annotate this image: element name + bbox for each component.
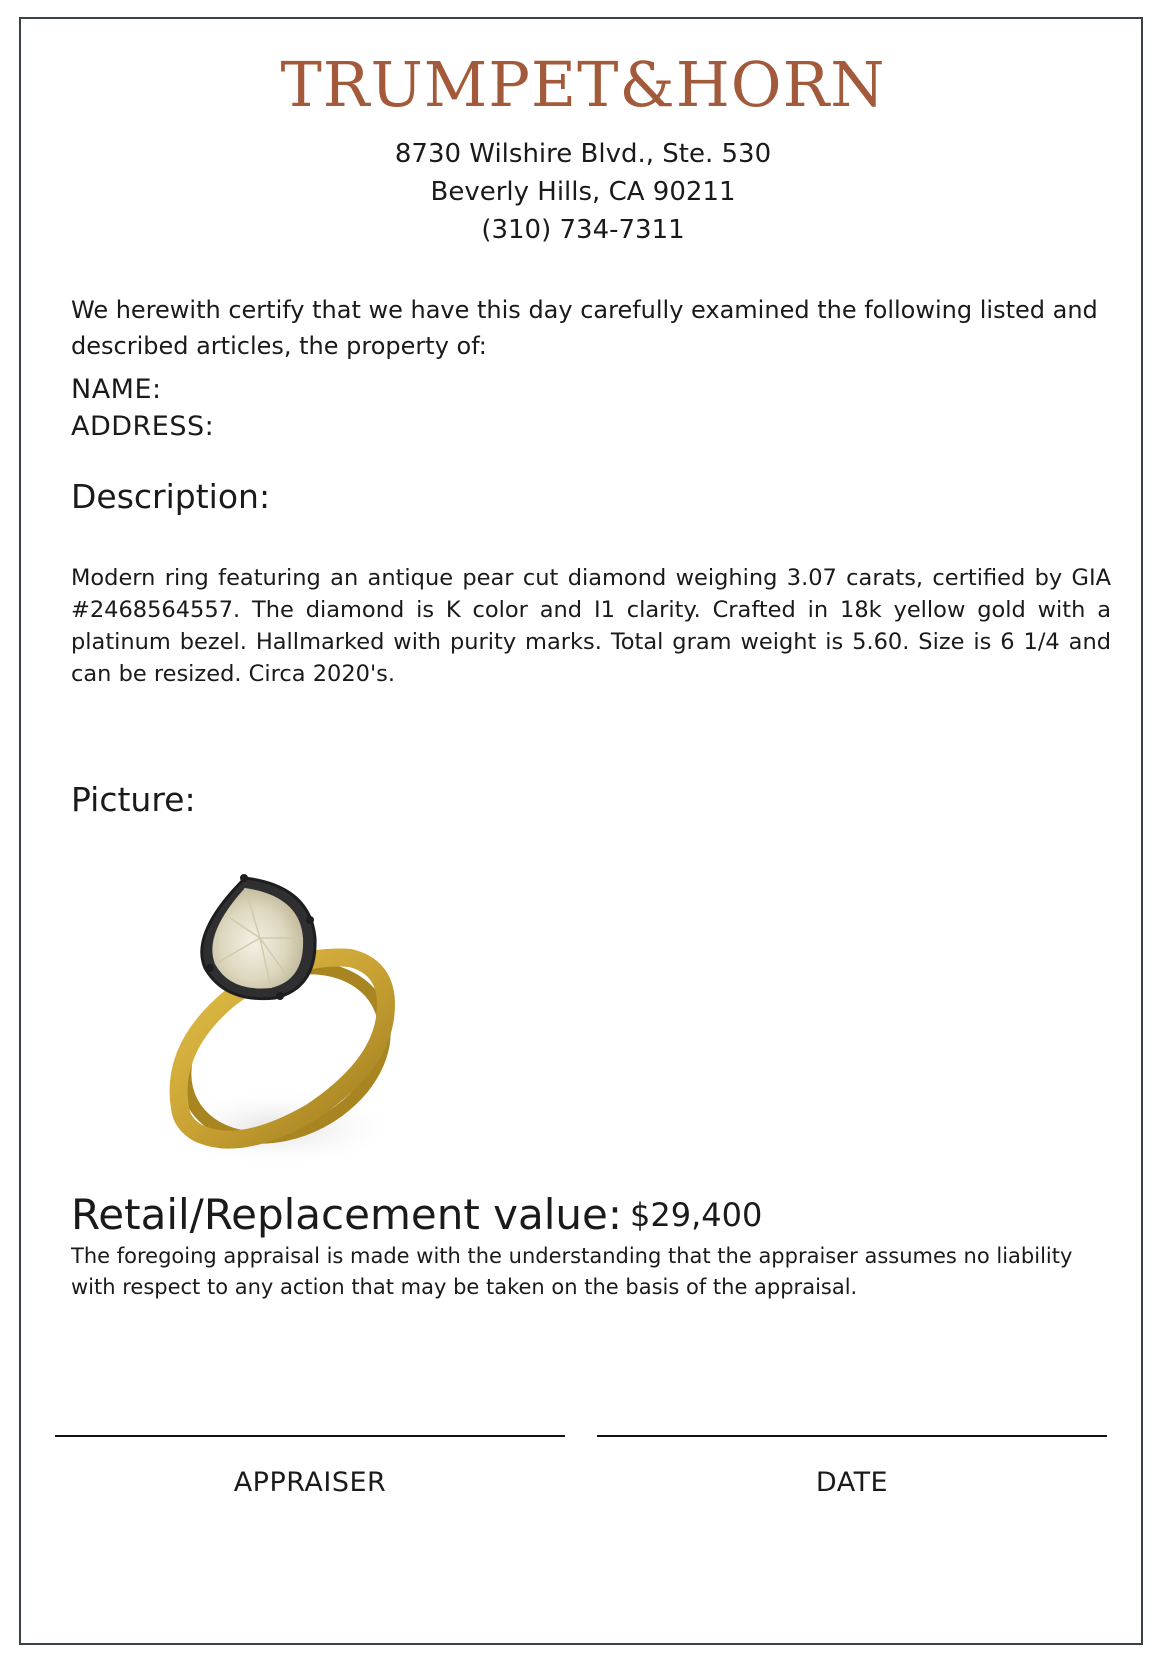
date-label: DATE (815, 1467, 889, 1498)
appraiser-label: APPRAISER (233, 1467, 387, 1498)
description-text: Modern ring featuring an antique pear cut diamond weighing 3.07 carats, certified by GIA #2468564557. The diamond is K color and I1 clarity. Crafted in 18k yellow gold with a platinum bezel. Hallmarked with purity marks. Total gram weight is 5.60. Size is 6 1/4 and can be resized. Circa 2020's. (71, 565, 1111, 687)
address-label: ADDRESS: (71, 411, 215, 442)
valuation-label: Retail/Replacement value: (71, 1190, 623, 1239)
valuation-amount: $29,400 (630, 1196, 763, 1234)
picture-heading: Picture: (71, 780, 196, 819)
description-heading: Description: (71, 477, 271, 516)
valuation-line (71, 1188, 762, 1242)
page-border (19, 17, 1143, 1645)
company-address (0, 135, 1166, 249)
company-logo: TRUMPET&HORN (280, 48, 886, 121)
certification-statement: We herewith certify that we have this day carefully examined the following listed and described articles, the property of: (71, 296, 1098, 360)
address-line-1: 8730 Wilshire Blvd., Ste. 530 (394, 139, 772, 169)
name-label: NAME: (71, 374, 162, 405)
phone-number: (310) 734-7311 (481, 215, 685, 245)
ring-image (140, 858, 440, 1180)
date-signature-line (597, 1435, 1107, 1437)
address-line-2: Beverly Hills, CA 90211 (430, 177, 736, 207)
appraiser-signature-line (55, 1435, 565, 1437)
pear-diamond-ring-icon (140, 858, 440, 1180)
appraisal-disclaimer: The foregoing appraisal is made with the understanding that the appraiser assumes no liability with respect to any action that may be taken on the basis of the appraisal. (71, 1244, 1073, 1299)
